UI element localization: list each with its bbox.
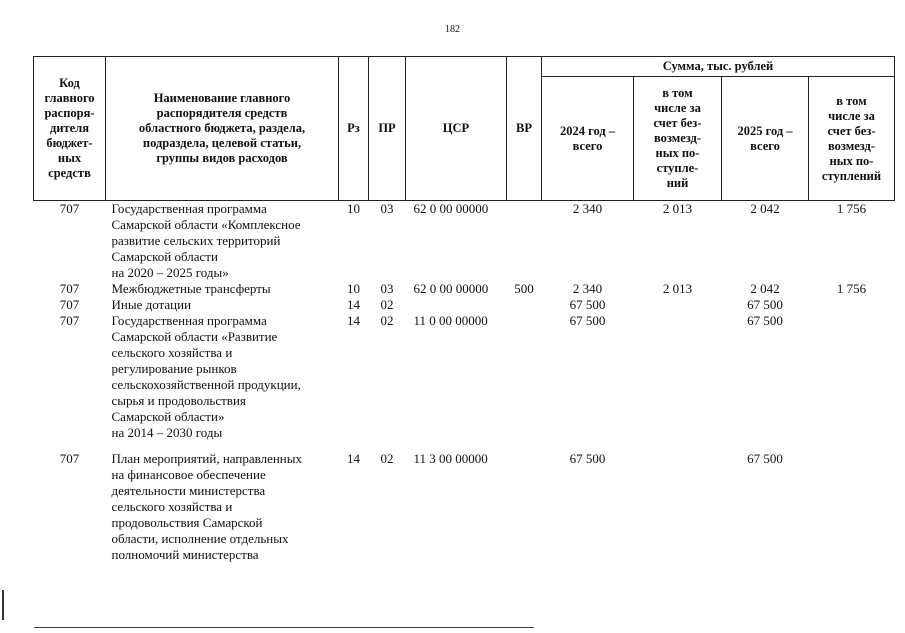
- header-2025-free: в том числе за счет без- возмезд- ных по- ступлений: [809, 77, 895, 201]
- scan-edge-mark: [2, 590, 4, 620]
- cell-csr: [406, 297, 507, 313]
- cell-vr: [507, 201, 542, 282]
- cell-2024-free: 2 013: [662, 201, 693, 216]
- cell-code: 707: [59, 297, 80, 312]
- header-csr: ЦСР: [406, 57, 507, 201]
- cell-pr: 02: [380, 297, 394, 312]
- cell-code: 707: [59, 281, 80, 296]
- cell-pr: 03: [380, 281, 394, 296]
- row-spacer: [34, 441, 895, 451]
- cell-2024-free: [634, 297, 722, 313]
- cell-2025-free: [809, 313, 895, 441]
- cell-rz: 10: [347, 201, 360, 216]
- cell-rz: 14: [347, 451, 360, 466]
- cell-2025-free: 1 756: [836, 281, 867, 296]
- cell-2025-total: 67 500: [747, 451, 783, 466]
- header-name: Наименование главного распорядителя средств областного бюджета, раздела, подраздела, целевой статьи, группы видов расходов: [106, 57, 339, 201]
- header-2025-total: 2025 год – всего: [722, 77, 809, 201]
- table-row: [34, 201, 895, 282]
- cell-2025-total: 67 500: [747, 313, 783, 328]
- header-sum-group: Сумма, тыс. рублей: [542, 57, 895, 77]
- table-header: [34, 57, 895, 201]
- table-row: [34, 451, 895, 563]
- cell-2024-free: 2 013: [662, 281, 693, 296]
- cell-name: Государственная программа Самарской области «Развитие сельского хозяйства и регулирование рынков сельскохозяйственной продукции, сырья и продовольствия Самарской области» на 2014 – 2030 годы: [111, 313, 301, 440]
- cell-rz: 14: [347, 297, 360, 312]
- bottom-rule: [34, 627, 534, 628]
- cell-vr: [507, 313, 542, 441]
- cell-name: Государственная программа Самарской области «Комплексное развитие сельских территорий Самарской области на 2020 – 2025 годы»: [111, 201, 301, 280]
- cell-csr: 62 0 00 00000: [413, 201, 489, 216]
- cell-code: 707: [59, 313, 80, 328]
- cell-2025-free: [809, 297, 895, 313]
- cell-vr: [507, 451, 542, 563]
- cell-name: Иные дотации: [111, 297, 192, 312]
- cell-2024-total: 67 500: [569, 451, 606, 466]
- header-2024-total: 2024 год – всего: [542, 77, 634, 201]
- cell-2025-total: 67 500: [747, 297, 783, 312]
- cell-csr: 62 0 00 00000: [413, 281, 489, 296]
- cell-vr: 500: [514, 281, 534, 296]
- cell-rz: 10: [347, 281, 360, 296]
- cell-2024-total: 67 500: [569, 313, 606, 328]
- cell-2025-total: 2 042: [750, 281, 780, 296]
- table-row: [34, 313, 895, 441]
- cell-2024-total: 2 340: [572, 201, 603, 216]
- cell-2024-free: [634, 451, 722, 563]
- header-vr: ВР: [507, 57, 542, 201]
- header-2024-free: в том числе за счет без- возмезд- ных по- ступле- ний: [634, 77, 722, 201]
- table-body: [34, 201, 895, 564]
- cell-pr: 02: [380, 313, 394, 328]
- cell-name: Межбюджетные трансферты: [111, 281, 271, 296]
- cell-2024-total: 2 340: [572, 281, 603, 296]
- cell-vr: [507, 297, 542, 313]
- budget-table: [33, 56, 895, 563]
- cell-2024-free: [634, 313, 722, 441]
- cell-rz: 14: [347, 313, 360, 328]
- cell-csr: 11 0 00 00000: [413, 313, 488, 328]
- header-pr: ПР: [369, 57, 406, 201]
- cell-2025-free: [809, 451, 895, 563]
- header-rz: Рз: [339, 57, 369, 201]
- table-row: [34, 297, 895, 313]
- cell-pr: 03: [380, 201, 394, 216]
- cell-2024-total: 67 500: [569, 297, 606, 312]
- cell-code: 707: [59, 451, 80, 466]
- cell-2025-free: 1 756: [836, 201, 867, 216]
- cell-name: План мероприятий, направленных на финансовое обеспечение деятельности министерства сельского хозяйства и продовольствия Самарской области, исполнение отдельных полномочий министерства: [111, 451, 302, 562]
- cell-code: 707: [59, 201, 80, 216]
- cell-2025-total: 2 042: [750, 201, 780, 216]
- page-number: 182: [445, 24, 460, 35]
- cell-csr: 11 3 00 00000: [413, 451, 488, 466]
- cell-pr: 02: [380, 451, 394, 466]
- header-code: Код главного распоря- дителя бюджет- ных средств: [34, 57, 106, 201]
- table-row: [34, 281, 895, 297]
